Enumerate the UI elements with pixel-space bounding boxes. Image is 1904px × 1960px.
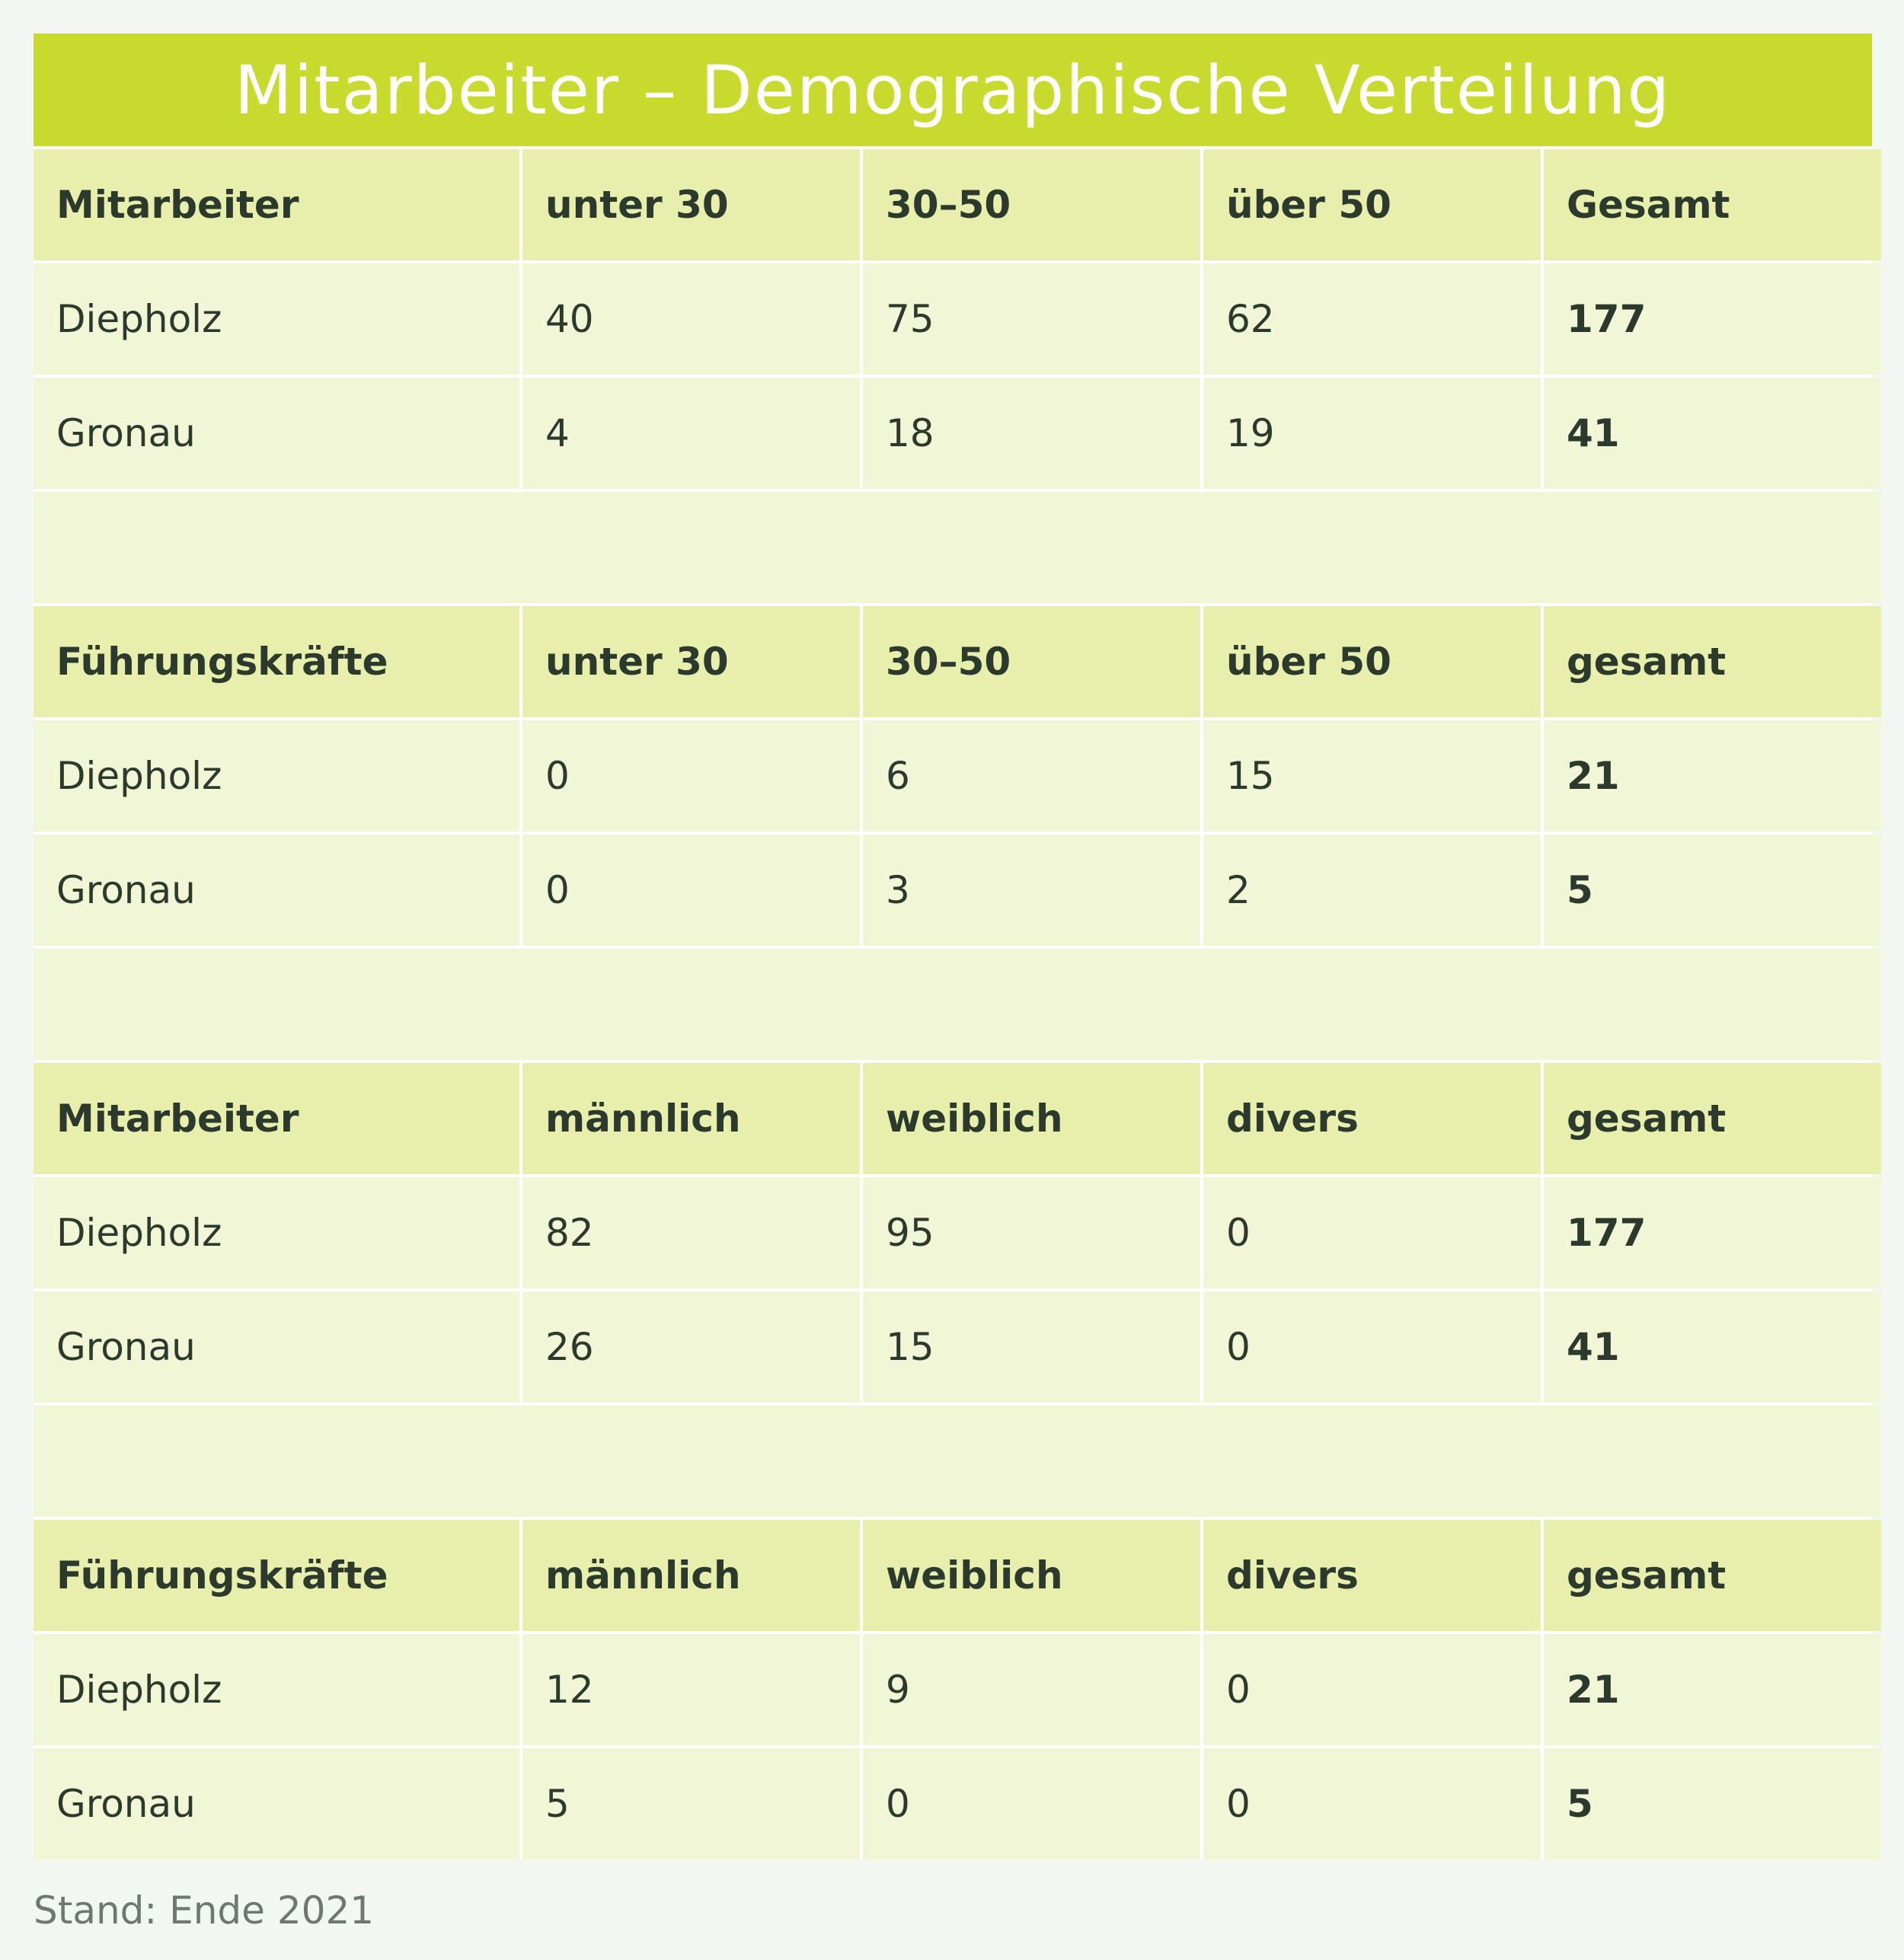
table-header-group: Mitarbeiter [34, 149, 519, 260]
table-spacer [34, 1406, 1881, 1517]
table-cell: 0 [1203, 1634, 1541, 1745]
table-cell: 75 [863, 263, 1200, 375]
table-cell: 62 [1203, 263, 1541, 375]
table-header-cell: divers [1203, 1063, 1541, 1174]
total-cell: 21 [1544, 1634, 1881, 1745]
table-cell: 15 [1203, 720, 1541, 832]
table-header-cell: gesamt [1544, 1063, 1881, 1174]
table-cell: 82 [522, 1177, 860, 1288]
table-header-group: Mitarbeiter [34, 1063, 519, 1174]
table-cell: 0 [1203, 1748, 1541, 1859]
total-cell: 5 [1544, 1748, 1881, 1859]
table-header-cell: 30–50 [863, 606, 1200, 717]
row-label: Diepholz [34, 1177, 519, 1288]
table-header-cell: 30–50 [863, 149, 1200, 260]
table-cell: 18 [863, 378, 1200, 489]
table-spacer [34, 492, 1881, 603]
table-header-cell: unter 30 [522, 149, 860, 260]
table-header-cell: divers [1203, 1520, 1541, 1631]
table-header-group: Führungskräfte [34, 606, 519, 717]
table-cell: 15 [863, 1291, 1200, 1403]
table-cell: 6 [863, 720, 1200, 832]
page-title: Mitarbeiter – Demographische Verteilung [34, 34, 1872, 146]
table-header-cell: Gesamt [1544, 149, 1881, 260]
total-cell: 5 [1544, 835, 1881, 946]
table-cell: 40 [522, 263, 860, 375]
table-cell: 0 [1203, 1291, 1541, 1403]
total-cell: 21 [1544, 720, 1881, 832]
total-cell: 177 [1544, 263, 1881, 375]
table-cell: 0 [863, 1748, 1200, 1859]
table-header-cell: unter 30 [522, 606, 860, 717]
table-cell: 2 [1203, 835, 1541, 946]
row-label: Diepholz [34, 1634, 519, 1745]
table-header-cell: gesamt [1544, 1520, 1881, 1631]
row-label: Gronau [34, 1291, 519, 1403]
table-header-cell: männlich [522, 1063, 860, 1174]
table-header-cell: gesamt [1544, 606, 1881, 717]
table-frame [34, 34, 1872, 1859]
table-header-cell: über 50 [1203, 149, 1541, 260]
table-cell: 26 [522, 1291, 860, 1403]
table-cell: 9 [863, 1634, 1200, 1745]
footnote: Stand: Ende 2021 [34, 1888, 375, 1933]
total-cell: 177 [1544, 1177, 1881, 1288]
row-label: Gronau [34, 378, 519, 489]
table-header-cell: weiblich [863, 1063, 1200, 1174]
table-cell: 0 [522, 835, 860, 946]
table-cell: 4 [522, 378, 860, 489]
demographics-table [34, 146, 1872, 1859]
table-cell: 95 [863, 1177, 1200, 1288]
row-label: Gronau [34, 835, 519, 946]
row-label: Gronau [34, 1748, 519, 1859]
table-header-group: Führungskräfte [34, 1520, 519, 1631]
table-header-cell: weiblich [863, 1520, 1200, 1631]
total-cell: 41 [1544, 378, 1881, 489]
table-cell: 12 [522, 1634, 860, 1745]
table-header-cell: männlich [522, 1520, 860, 1631]
table-cell: 0 [1203, 1177, 1541, 1288]
table-cell: 0 [522, 720, 860, 832]
table-spacer [34, 949, 1881, 1060]
table-cell: 5 [522, 1748, 860, 1859]
table-cell: 19 [1203, 378, 1541, 489]
table-header-cell: über 50 [1203, 606, 1541, 717]
total-cell: 41 [1544, 1291, 1881, 1403]
table-cell: 3 [863, 835, 1200, 946]
row-label: Diepholz [34, 720, 519, 832]
row-label: Diepholz [34, 263, 519, 375]
